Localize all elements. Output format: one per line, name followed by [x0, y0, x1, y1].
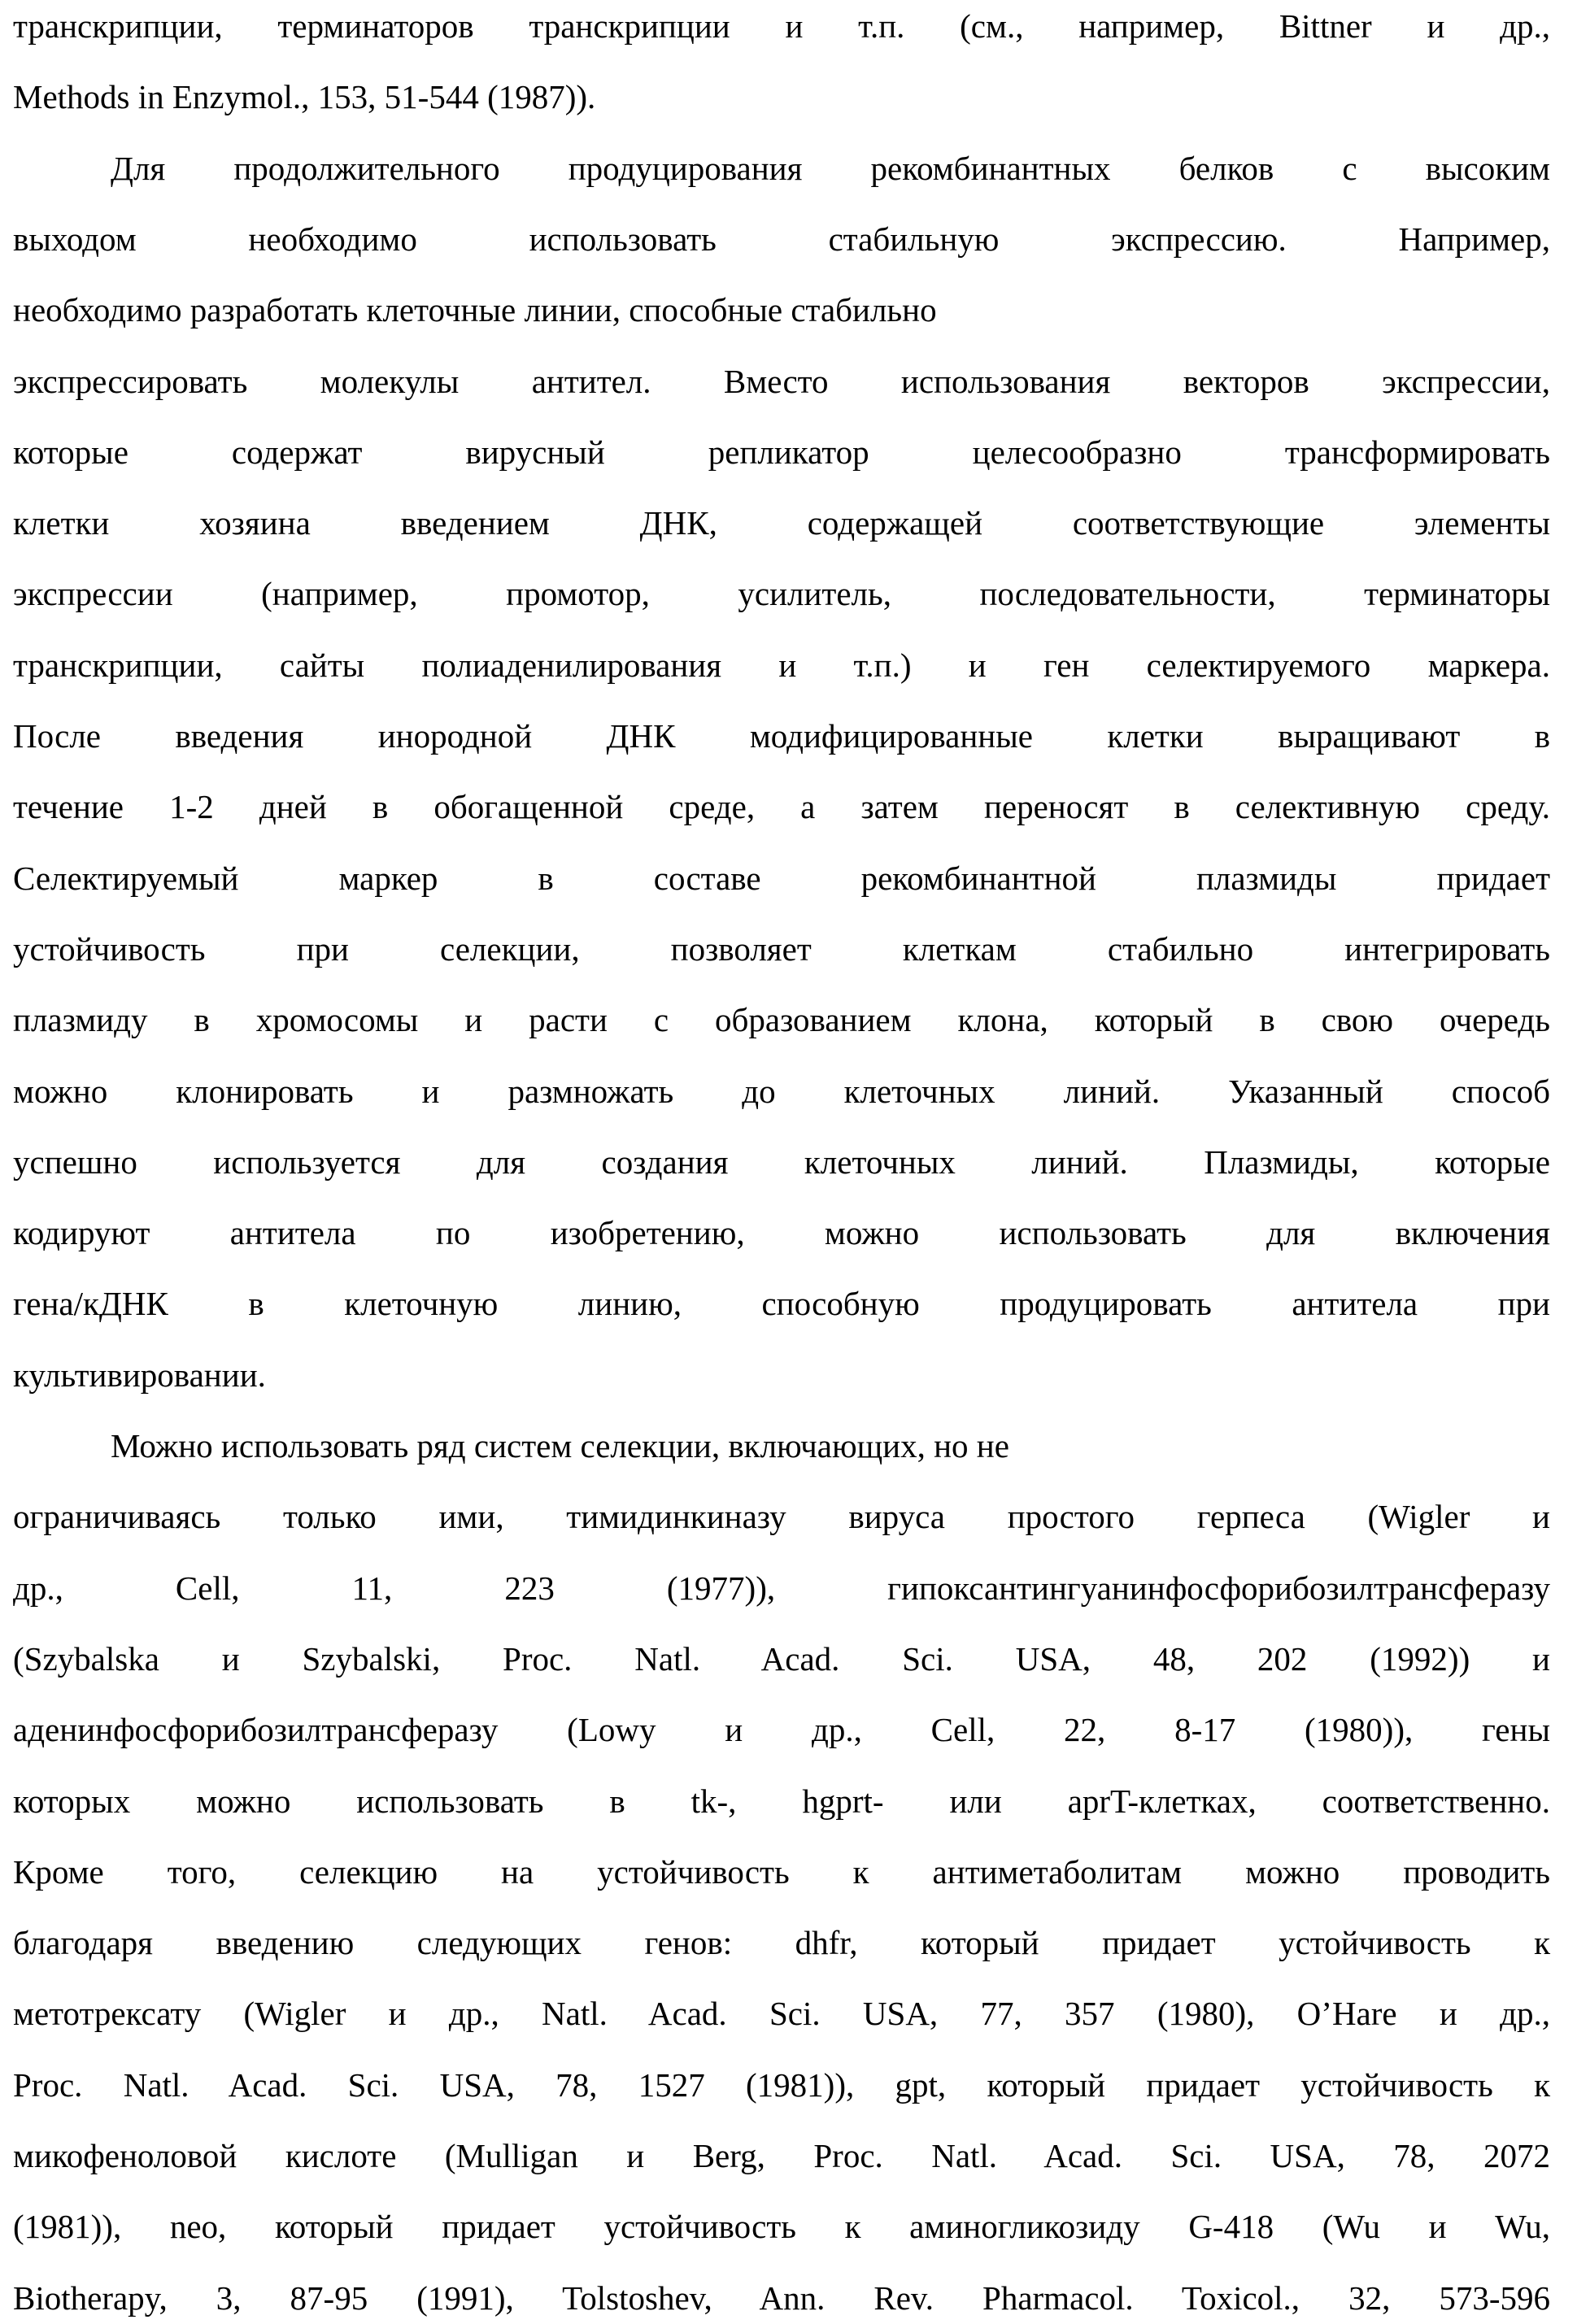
- text-line: клетки хозяина введением ДНК, содержащей соответствующие элементы: [13, 498, 1550, 547]
- text-line: метотрексату (Wigler и др., Natl. Acad. Sci. USA, 77, 357 (1980), O’Hare и др.,: [13, 1989, 1550, 2038]
- text-line: ограничиваясь только ими, тимидинкиназу вируса простого герпеса (Wigler и: [13, 1492, 1550, 1541]
- text-line: После введения инородной ДНК модифицированные клетки выращивают в: [13, 712, 1550, 760]
- text-line: экспрессировать молекулы антител. Вместо использования векторов экспрессии,: [13, 357, 1550, 406]
- text-line: успешно используется для создания клеточных линий. Плазмиды, которые: [13, 1138, 1550, 1186]
- text-line: необходимо разработать клеточные линии, способные стабильно: [13, 285, 1550, 334]
- text-line: транскрипции, сайты полиаденилирования и т.п.) и ген селектируемого маркера.: [13, 641, 1550, 690]
- text-line: Methods in Enzymol., 153, 51-544 (1987)).: [13, 72, 1550, 121]
- text-line: благодаря введению следующих генов: dhfr, который придает устойчивость к: [13, 1918, 1550, 1967]
- text-line: гена/кДНК в клеточную линию, способную продуцировать антитела при: [13, 1279, 1550, 1328]
- text-line: течение 1-2 дней в обогащенной среде, а затем переносят в селективную среду.: [13, 782, 1550, 831]
- text-line: выходом необходимо использовать стабильную экспрессию. Например,: [13, 215, 1550, 263]
- text-line: др., Cell, 11, 223 (1977)), гипоксантингуанинфосфорибозилтрансферазу: [13, 1564, 1550, 1612]
- text-line: устойчивость при селекции, позволяет клеткам стабильно интегрировать: [13, 925, 1550, 973]
- text-line: плазмиду в хромосомы и расти с образованием клона, который в свою очередь: [13, 995, 1550, 1044]
- text-line: которых можно использовать в tk-, hgprt- или aprT-клетках, соответственно.: [13, 1777, 1550, 1826]
- text-line: (Szybalska и Szybalski, Proc. Natl. Acad. Sci. USA, 48, 202 (1992)) и: [13, 1634, 1550, 1683]
- text-line: можно клонировать и размножать до клеточных линий. Указанный способ: [13, 1067, 1550, 1116]
- text-line: Кроме того, селекцию на устойчивость к антиметаболитам можно проводить: [13, 1847, 1550, 1896]
- text-line: Для продолжительного продуцирования рекомбинантных белков с высоким: [111, 144, 1550, 193]
- text-line: микофеноловой кислоте (Mulligan и Berg, Proc. Natl. Acad. Sci. USA, 78, 2072: [13, 2131, 1550, 2180]
- text-line: Biotherapy, 3, 87-95 (1991), Tolstoshev, Ann. Rev. Pharmacol. Toxicol., 32, 573-596: [13, 2274, 1550, 2322]
- text-line: культивировании.: [13, 1351, 1550, 1399]
- text-line: (1981)), neo, который придает устойчивость к аминогликозиду G-418 (Wu и Wu,: [13, 2202, 1550, 2251]
- text-line: аденинфосфорибозилтрансферазу (Lowy и др., Cell, 22, 8-17 (1980)), гены: [13, 1705, 1550, 1754]
- text-line: Proc. Natl. Acad. Sci. USA, 78, 1527 (1981)), gpt, который придает устойчивость к: [13, 2061, 1550, 2109]
- text-line: экспрессии (например, промотор, усилитель, последовательности, терминаторы: [13, 569, 1550, 618]
- text-line: Селектируемый маркер в составе рекомбинантной плазмиды придает: [13, 854, 1550, 903]
- text-line: которые содержат вирусный репликатор целесообразно трансформировать: [13, 428, 1550, 477]
- text-line: кодируют антитела по изобретению, можно использовать для включения: [13, 1208, 1550, 1257]
- text-line: транскрипции, терминаторов транскрипции и т.п. (см., например, Bittner и др.,: [13, 2, 1550, 50]
- text-line: Можно использовать ряд систем селекции, включающих, но не: [111, 1421, 1550, 1470]
